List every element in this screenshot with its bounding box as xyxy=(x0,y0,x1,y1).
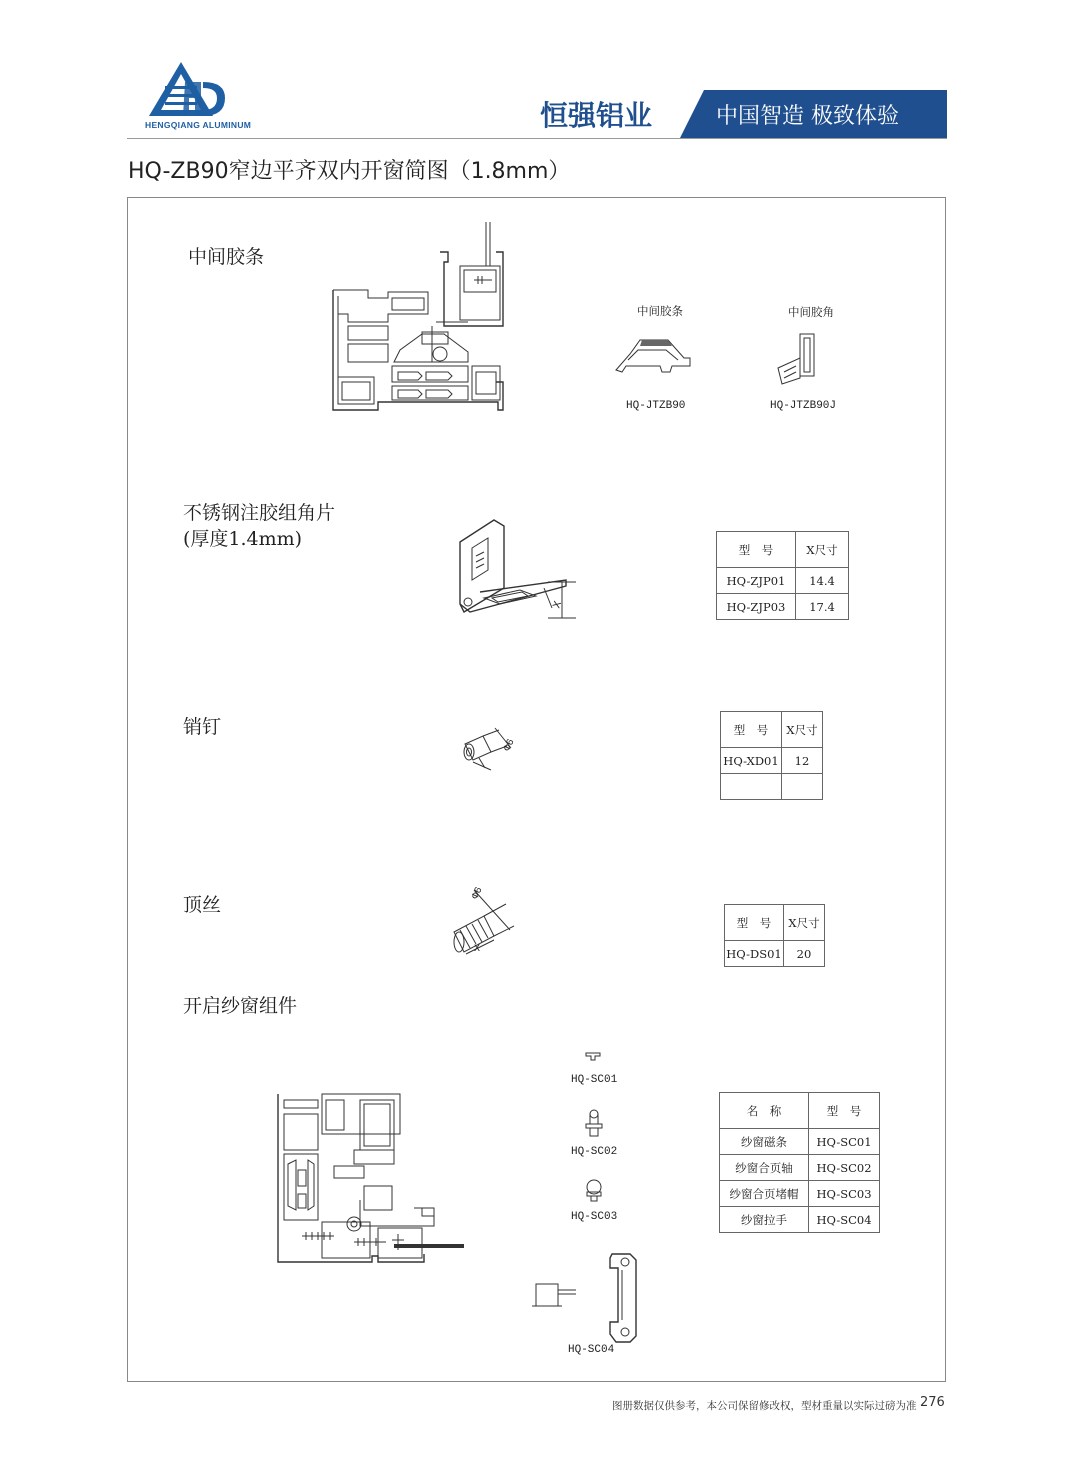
logo-mark-icon xyxy=(145,60,245,120)
table-cell: HQ-ZJP03 xyxy=(717,594,796,620)
table-cell: HQ-SC02 xyxy=(809,1155,880,1181)
corner-plate-drawing xyxy=(440,512,580,630)
screen-magnet-strip-icon xyxy=(582,1050,604,1062)
part-code-sc04: HQ-SC04 xyxy=(568,1344,615,1356)
corner-spec-table xyxy=(716,531,849,620)
section-subtitle-corner: (厚度1.4mm) xyxy=(183,528,303,550)
company-name: 恒强铝业 xyxy=(540,99,653,132)
screen-hinge-cap-icon xyxy=(583,1178,605,1204)
section-title-screw: 顶丝 xyxy=(183,894,222,916)
company-logo xyxy=(145,60,252,130)
part-code-sc02: HQ-SC02 xyxy=(571,1146,618,1158)
table-cell: 14.4 xyxy=(796,568,849,594)
screw-dim-x-label: X xyxy=(474,944,481,955)
screen-window-drawing xyxy=(274,1090,466,1266)
table-cell: HQ-SC04 xyxy=(809,1207,880,1233)
pin-dim-label: Φ6 xyxy=(502,737,518,754)
table-cell: 纱窗合页轴 xyxy=(720,1155,809,1181)
table-cell: HQ-DS01 xyxy=(725,941,784,967)
window-section-drawing xyxy=(328,222,508,414)
section-title-pin: 销钉 xyxy=(183,716,222,738)
gasket-strip-code: HQ-JTZB90 xyxy=(626,400,686,412)
table-cell: 20 xyxy=(784,941,825,967)
corner-dim-label: X xyxy=(551,599,566,611)
table-cell: 12 xyxy=(782,748,823,774)
table-cell xyxy=(782,774,823,800)
slogan-text: 中国智造 极致体验 xyxy=(716,104,899,129)
table-header: X尺寸 xyxy=(782,712,823,748)
table-cell: 纱窗磁条 xyxy=(720,1129,809,1155)
pin-spec-table xyxy=(720,711,823,800)
page-title: HQ-ZB90窄边平齐双内开窗简图（1.8mm） xyxy=(128,159,571,184)
table-cell: HQ-XD01 xyxy=(721,748,782,774)
screen-handle-drawing xyxy=(530,1248,650,1344)
page-number: 276 xyxy=(920,1395,945,1410)
table-header: 型 号 xyxy=(717,532,796,568)
part-code-sc01: HQ-SC01 xyxy=(571,1074,618,1086)
table-header: 型 号 xyxy=(721,712,782,748)
header-divider xyxy=(127,138,947,139)
table-header: 型 号 xyxy=(809,1093,880,1129)
section-title-corner: 不锈钢注胶组角片 xyxy=(183,502,336,524)
screen-parts-table xyxy=(719,1092,880,1233)
table-header: X尺寸 xyxy=(784,905,825,941)
pin-drawing xyxy=(455,722,530,772)
table-cell: HQ-SC01 xyxy=(809,1129,880,1155)
footer-disclaimer: 图册数据仅供参考，本公司保留修改权，型材重量以实际过磅为准 xyxy=(612,1400,917,1412)
table-cell xyxy=(721,774,782,800)
table-header: 名 称 xyxy=(720,1093,809,1129)
gasket-strip-icon xyxy=(612,330,696,380)
table-header: 型 号 xyxy=(725,905,784,941)
logo-text: HENGQIANG ALUMINUM xyxy=(145,120,252,130)
gasket-corner-icon xyxy=(774,328,824,386)
gasket-corner-caption: 中间胶角 xyxy=(788,305,834,319)
screen-hinge-pin-icon xyxy=(583,1108,605,1140)
part-code-sc03: HQ-SC03 xyxy=(571,1211,618,1223)
gasket-corner-code: HQ-JTZB90J xyxy=(770,400,837,412)
table-cell: 纱窗拉手 xyxy=(720,1207,809,1233)
table-cell: 纱窗合页堵帽 xyxy=(720,1181,809,1207)
gasket-strip-caption: 中间胶条 xyxy=(637,304,683,318)
section-title-gasket: 中间胶条 xyxy=(188,246,265,268)
table-cell: 17.4 xyxy=(796,594,849,620)
screw-dim-label: Φ6 xyxy=(470,885,486,902)
table-cell: HQ-ZJP01 xyxy=(717,568,796,594)
table-cell: HQ-SC03 xyxy=(809,1181,880,1207)
screw-spec-table xyxy=(724,904,825,967)
table-header: X尺寸 xyxy=(796,532,849,568)
section-title-screen: 开启纱窗组件 xyxy=(183,995,298,1017)
